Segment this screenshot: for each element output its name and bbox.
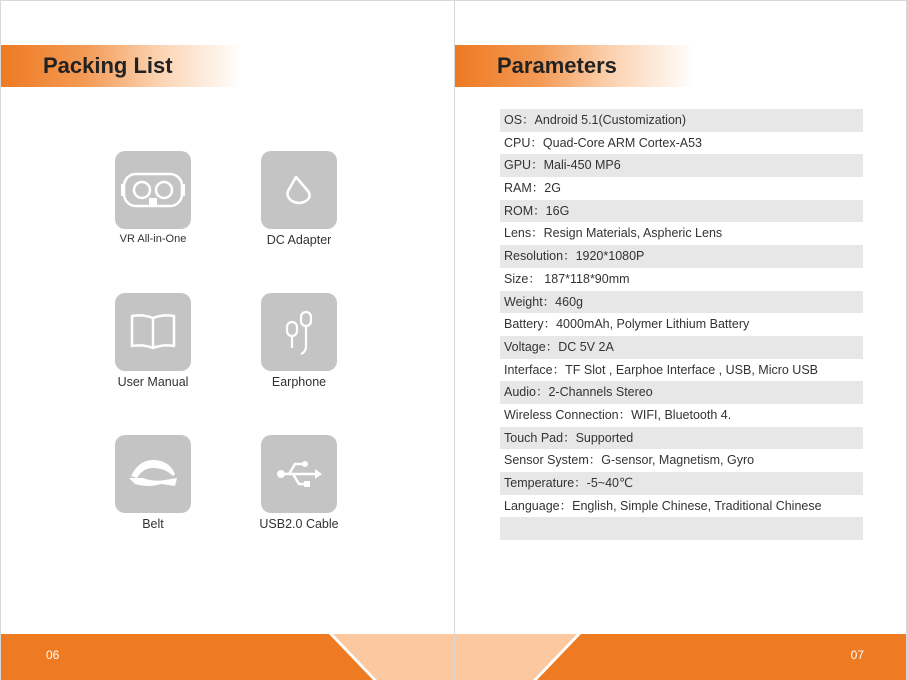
spec-row: Language：English, Simple Chinese, Traditional Chinese	[504, 498, 822, 513]
spec-row: OS：Android 5.1(Customization)	[500, 109, 863, 132]
item-label: VR All-in-One	[119, 233, 187, 245]
item-vr-all-in-one	[98, 151, 208, 245]
item-label: Belt	[142, 517, 164, 531]
item-label: Earphone	[271, 375, 327, 389]
spec-row: ROM：16G	[500, 200, 863, 223]
item-belt	[98, 435, 208, 531]
spec-row: Size： 187*118*90mm	[504, 271, 630, 286]
spec-row: Battery：4000mAh, Polymer Lithium Battery	[504, 317, 750, 332]
spec-row: Wireless Connection：WIFI, Bluetooth 4.	[504, 407, 732, 422]
page-number: 06	[46, 648, 60, 662]
item-user-manual	[98, 293, 208, 389]
footer-notch-decoration	[329, 634, 454, 680]
item-dc-adapter	[244, 151, 354, 247]
head-strap-icon	[115, 435, 191, 513]
spec-row	[500, 517, 863, 540]
parameters-list	[500, 109, 863, 540]
spec-row: Interface：TF Slot , Earphoe Interface , USB, Micro USB	[504, 362, 819, 377]
spec-row: Temperature：-5~40℃	[500, 472, 863, 495]
usb-icon	[261, 435, 337, 513]
page-number: 07	[850, 648, 864, 662]
left-footer	[1, 634, 454, 680]
spec-row: Sensor System：G-sensor, Magnetism, Gyro	[504, 453, 755, 468]
right-page	[454, 0, 907, 680]
spec-row: Lens：Resign Materials, Aspheric Lens	[504, 226, 723, 241]
dc-adapter-icon	[261, 151, 337, 229]
right-footer	[455, 634, 906, 680]
item-label: DC Adapter	[266, 233, 332, 247]
spec-row: RAM：2G	[504, 181, 561, 196]
footer-notch-decoration	[455, 634, 581, 680]
spec-row: GPU：Mali-450 MP6	[500, 154, 863, 177]
book-icon	[115, 293, 191, 371]
spec-row: Audio：2-Channels Stereo	[500, 381, 863, 404]
item-label: USB2.0 Cable	[259, 517, 339, 531]
spec-row: Touch Pad：Supported	[500, 427, 863, 450]
parameters-heading: Parameters	[455, 45, 695, 87]
spec-row: Weight：460g	[500, 291, 863, 314]
item-usb-cable	[244, 435, 354, 531]
item-label: User Manual	[117, 375, 189, 389]
spec-row: CPU：Quad-Core ARM Cortex-A53	[504, 135, 702, 150]
spec-row: Resolution：1920*1080P	[500, 245, 863, 268]
earphone-icon	[261, 293, 337, 371]
spec-row: Voltage：DC 5V 2A	[500, 336, 863, 359]
item-earphone	[244, 293, 354, 389]
vr-headset-icon	[115, 151, 191, 229]
packing-list-heading: Packing List	[1, 45, 241, 87]
